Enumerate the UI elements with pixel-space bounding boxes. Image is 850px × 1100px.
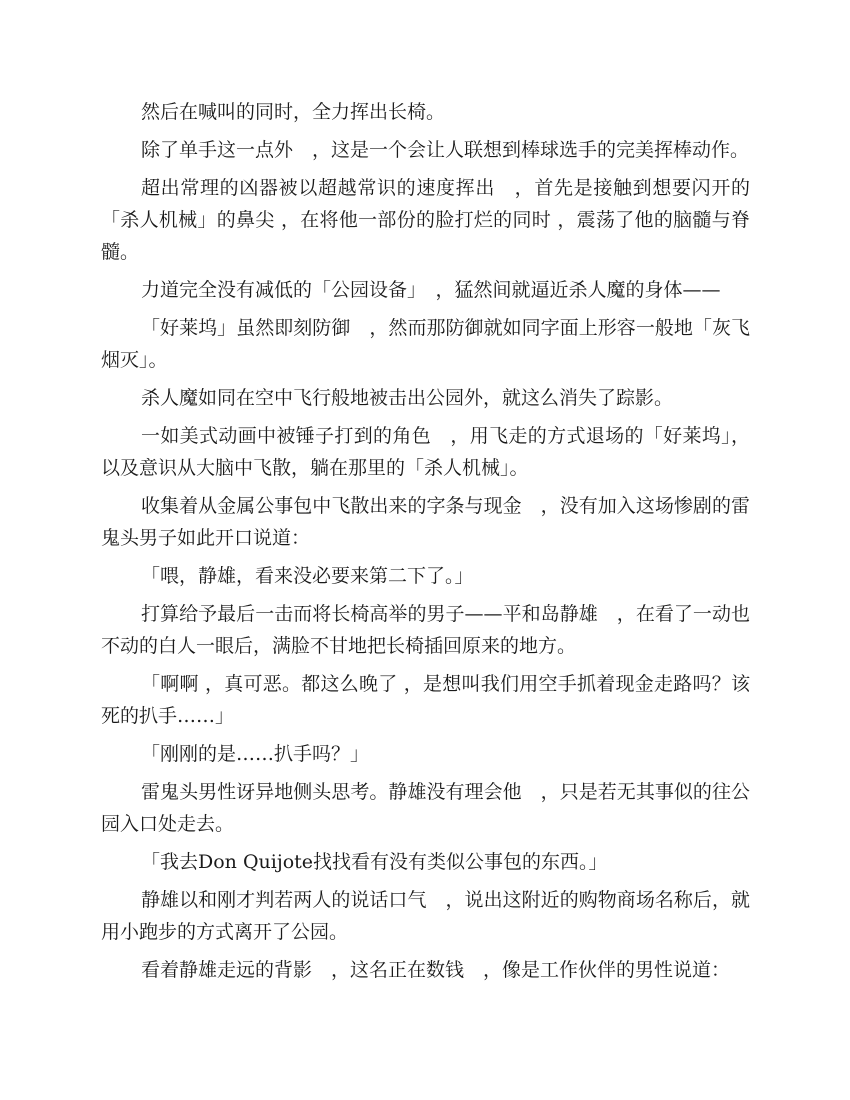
document-page (101, 96, 750, 992)
paragraph: 雷鬼头男性讶异地侧头思考。静雄没有理会他 ，只是若无其事似的往公园入口处走去。 (101, 781, 750, 835)
paragraph: 「刚刚的是……扒手吗？」 (141, 743, 370, 765)
paragraph: 「喂，静雄，看来没必要来第二下了。」 (141, 565, 474, 587)
paragraph: 静雄以和刚才判若两人的说话口气 ，说出这附近的购物商场名称后，就用小跑步的方式离开了公园。 (101, 889, 750, 943)
paragraph: 收集着从金属公事包中飞散出来的字条与现金 ，没有加入这场惨剧的雷鬼头男子如此开口说道： (101, 495, 750, 549)
paragraph: 一如美式动画中被锤子打到的角色 ，用飞走的方式退场的「好莱坞」，以及意识从大脑中飞散，躺在那里的「杀人机械」。 (101, 425, 750, 479)
paragraph: 「我去Don Quijote找找看有没有类似公事包的东西。」 (141, 851, 608, 873)
paragraph: 然后在喊叫的同时，全力挥出长椅。 (141, 101, 446, 123)
paragraph: 超出常理的凶器被以超越常识的速度挥出 ，首先是接触到想要闪开的「杀人机械」的鼻尖 ，在将他一部份的脸打烂的同时 ，震荡了他的脑髓与脊髓。 (101, 177, 750, 263)
paragraph: 「好莱坞」虽然即刻防御 ，然而那防御就如同字面上形容一般地「灰飞烟灭」。 (101, 317, 750, 371)
paragraph: 除了单手这一点外 ，这是一个会让人联想到棒球选手的完美挥棒动作。 (141, 139, 750, 161)
paragraph: 杀人魔如同在空中飞行般地被击出公园外，就这么消失了踪影。 (141, 387, 674, 409)
paragraph: 打算给予最后一击而将长椅高举的男子——平和岛静雄 ，在看了一动也不动的白人一眼后，满脸不甘地把长椅插回原来的地方。 (101, 603, 750, 657)
paragraph: 「啊啊 ，真可恶。都这么晚了 ，是想叫我们用空手抓着现金走路吗？该死的扒手……」 (101, 673, 750, 727)
paragraph: 看着静雄走远的背影 ，这名正在数钱 ，像是工作伙伴的男性说道： (141, 959, 731, 981)
paragraph: 力道完全没有减低的「公园设备」 ，猛然间就逼近杀人魔的身体—— (141, 279, 721, 301)
